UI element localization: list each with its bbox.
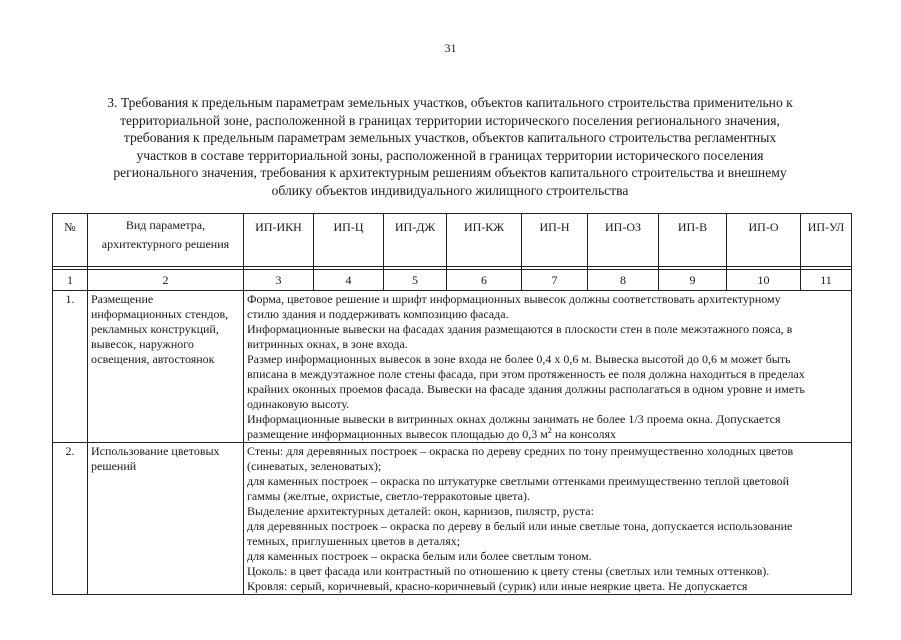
requirement-text: размещение информационных вывесок площадью до 0,3 м [247,427,548,441]
heading-line: участков в составе территориальной зоны, расположенной в границах территории исторического поселения [136,147,764,163]
page-number: 31 [444,41,457,55]
column-number: 10 [727,270,801,291]
column-number-row [53,270,852,291]
parameter-name-line: вывесок, наружного [91,337,194,351]
column-number: 6 [447,270,522,291]
table-row [53,443,852,595]
header-zone: ИП-Ц [314,214,384,267]
header-zone: ИП-КЖ [447,214,522,267]
requirement-line: крайних оконных проемов фасада. Вывески на фасаде здания должны располагаться в одном уровне и иметь [247,382,805,396]
row-parameter-name [88,443,244,595]
parameter-name-line: решений [91,459,137,473]
heading-line: регионального значения, требования к архитектурным решениям объектов капитального строительства и внешнему [113,165,787,180]
column-number: 11 [801,270,852,291]
requirement-line: Кровля: серый, коричневый, красно-коричневый (сурик) или иные неяркие цвета. Не допускается [247,579,748,593]
table-header-row [53,214,852,267]
requirement-line: стилю здания и поддерживать композицию фасада. [247,307,509,321]
requirement-line: для каменных построек – окраска белым или более светлым тоном. [247,549,592,563]
requirement-line: Цоколь: в цвет фасада или контрастный по отношению к цвету стены (светлых или темных оттенков). [247,564,770,578]
column-number: 2 [88,270,244,291]
requirement-text: на консолях [551,427,616,441]
requirement-line: Стены: для деревянных построек – окраска по дереву средних по тону преимущественно холодных цветов [247,444,794,458]
heading-line: требования к предельным параметрам земельных участков, объектов капитального строительства регламентных [123,130,777,145]
requirement-line: для деревянных построек – окраска по дереву в белый или иные светлые тона, допускается использование [247,519,793,533]
row-requirement-text [244,291,852,443]
requirement-line: Выделение архитектурных деталей: окон, карнизов, пилястр, руста: [247,504,594,518]
header-zone: ИП-Н [522,214,588,267]
heading-line: территориальной зоне, расположенной в границах территории исторического поселения регионального значения, [120,112,780,128]
table-row [53,291,852,443]
requirement-line: для каменных построек – окраска по штукатурке светлыми оттенками преимущественно теплой цветовой [247,474,790,488]
header-zone: ИП-ДЖ [384,214,447,267]
requirement-line: гаммы (желтые, охристые, светло-терракотовые цвета). [247,489,530,503]
header-num: № [53,214,88,267]
column-number: 1 [53,270,88,291]
requirement-line: Информационные вывески на фасадах здания размещаются в плоскости стен в поле межэтажного пояса, в [247,322,793,336]
row-requirement-text [244,443,852,595]
row-index: 1. [53,291,88,443]
column-number: 9 [659,270,727,291]
requirement-line: витринных окнах, в зоне входа. [247,337,408,351]
requirement-line: Размер информационных вывесок в зоне входа не более 0,4 х 0,6 м. Вывеска высотой до 0,6 м может быть [247,352,791,366]
header-zone: ИП-ИКН [244,214,314,267]
header-parameter-line: Вид параметра, [125,218,206,232]
row-parameter-name [88,291,244,443]
header-parameter [88,214,244,267]
parameter-name-line: Использование цветовых [91,444,220,458]
parameter-name-line: рекламных конструкций, [91,322,219,336]
heading-line: 3. Требования к предельным параметрам земельных участков, объектов капитального строительства применительно к [107,95,793,110]
header-zone: ИП-О [727,214,801,267]
requirement-line: Информационные вывески в витринных окнах должны занимать не более 1/3 проема окна. Допускается [247,412,781,426]
column-number: 5 [384,270,447,291]
column-number: 7 [522,270,588,291]
requirements-table [52,213,852,595]
requirement-line: темных, приглушенных цветов в деталях; [247,534,461,548]
header-parameter-line: архитектурного решения [101,237,230,251]
parameter-name-line: Размещение [91,292,154,306]
column-number: 3 [244,270,314,291]
requirement-line: Форма, цветовое решение и шрифт информационных вывесок должны соответствовать архитектурному [247,292,781,306]
requirement-line: (синеватых, зеленоватых); [247,459,382,473]
parameter-name-line: освещения, автостоянок [91,352,215,366]
requirement-line: одинаковую высоту. [247,397,350,411]
header-zone: ИП-ОЗ [588,214,659,267]
superscript: 2 [547,426,552,435]
section-heading [50,94,850,199]
column-number: 8 [588,270,659,291]
parameter-name-line: информационных стендов, [91,307,229,321]
heading-line: облику объектов индивидуального жилищного строительства [271,182,629,198]
requirement-line: вписана в междуэтажное поле стены фасада, при этом протяженность ее поля должна находиться в пределах [247,367,805,381]
header-zone: ИП-В [659,214,727,267]
header-zone: ИП-УЛ [801,214,852,267]
requirement-line-area [247,427,848,442]
column-number: 4 [314,270,384,291]
row-index: 2. [53,443,88,595]
